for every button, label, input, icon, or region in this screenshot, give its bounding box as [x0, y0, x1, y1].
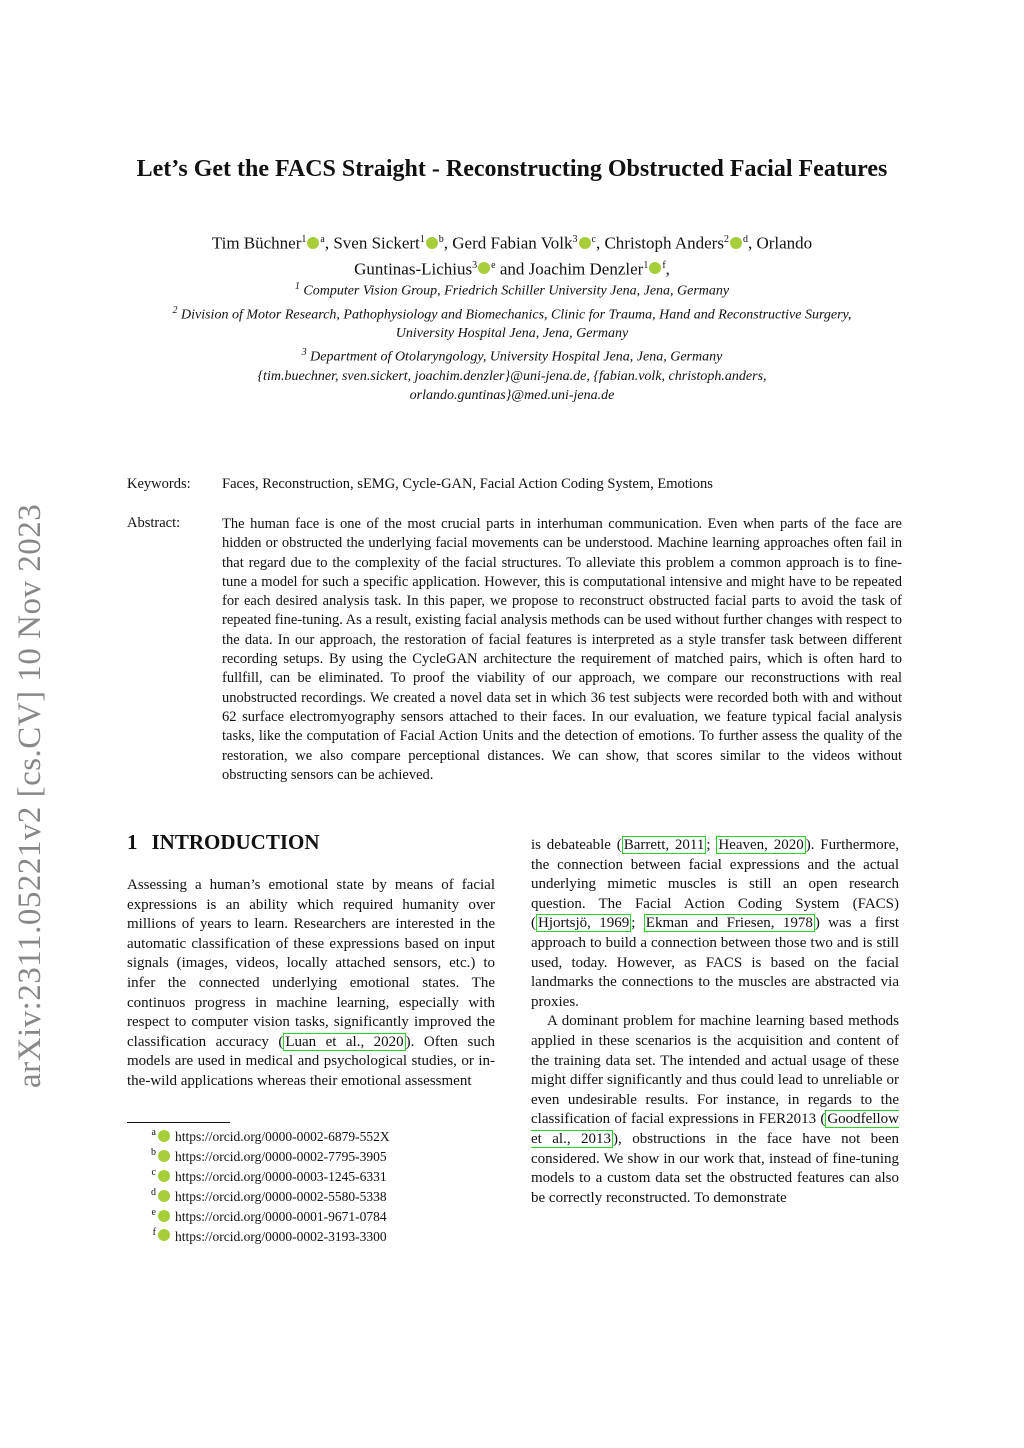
footnote-item: a https://orcid.org/0000-0002-6879-552X: [148, 1127, 390, 1147]
section-heading: 1 INTRODUCTION: [127, 830, 320, 854]
orcid-icon[interactable]: [730, 237, 742, 249]
citation-link[interactable]: Barrett, 2011: [623, 837, 705, 853]
footnote-item: c https://orcid.org/0000-0003-1245-6331: [148, 1167, 390, 1187]
author-name: Sven Sickert: [333, 233, 420, 253]
orcid-icon[interactable]: [478, 262, 490, 274]
affiliation-1: Computer Vision Group, Friedrich Schiller University Jena, Jena, Germany: [303, 283, 730, 299]
orcid-icon: [158, 1170, 170, 1182]
footnote-rule: [127, 1122, 230, 1123]
citation-link[interactable]: Heaven, 2020: [718, 837, 804, 853]
footnotes: [148, 1127, 390, 1246]
email-list: {tim.buechner, sven.sickert, joachim.denzler}@uni-jena.de, {fabian.volk, christoph.anders,: [257, 368, 767, 384]
orcid-icon: [158, 1210, 170, 1222]
email-list-cont: orlando.guntinas}@med.uni-jena.de: [409, 387, 615, 403]
affiliations: $^1$ Computer Vision Group, Friedrich Schiller University Jena, Jena, Germany $^2$ Division of Motor Research, Pathophysiology and Biomechanics, Clinic for Trauma, Hand and Reconstructive Surgery, University Hospital Jena, Jena, Germany $^3$ Department of Otolaryngology, University Hospital Jena, Jena, Germany {tim.buechner, sven.sickert, joachim.denzler}@uni-jena.de, {fabian.volk, christoph.anders, orlando.guntinas}@med.uni-jena.de: [172, 281, 852, 403]
footnote-item: d https://orcid.org/0000-0002-5580-5338: [148, 1187, 390, 1207]
left-column: Assessing a human’s emotional state by means of facial expressions is an ability which required humanity over millions of years to learn. Researchers are interested in the automatic classification of these expressions based on input signals (images, videos, locally attached sensors, etc.) to infer the connected underlying emotional states. The continuos progress in machine learning, especially with respect to computer vision tasks, significantly improved the classification accuracy ( Luan et al., 2020 ). Often such models are used in medical and psychological studies, or in-the-wild applications whereas their emotional assessment: [127, 877, 495, 1089]
author-name: Guntinas-Lichius: [354, 259, 473, 279]
orcid-icon: [158, 1190, 170, 1202]
citation-link[interactable]: Hjortsjö, 1969: [538, 915, 630, 932]
orcid-link[interactable]: https://orcid.org/0000-0003-1245-6331: [175, 1168, 387, 1184]
orcid-icon[interactable]: [307, 237, 319, 249]
author-list: Tim Büchner$^1$ $^a$, Sven Sickert$^1$ $^b$, Gerd Fabian Volk$^3$ $^c$, Christoph Anders$^2$ $^d$, Orlando Guntinas-Lichius$^3$ $^e$ and Joachim Denzler$^1$ $^f$,: [211, 233, 813, 279]
orcid-icon: [158, 1229, 170, 1241]
keywords-text: Faces, Reconstruction, sEMG, Cycle-GAN, Facial Action Coding System, Emotions: [222, 476, 713, 492]
footnote-item: b https://orcid.org/0000-0002-7795-3905: [148, 1147, 390, 1167]
author-name: Christoph Anders: [604, 233, 724, 253]
author-name: Tim Büchner: [211, 233, 302, 253]
arxiv-side-label: arXiv:2311.05221v2 [cs.CV] 10 Nov 2023: [12, 503, 48, 1088]
keywords-label: Keywords:: [127, 476, 191, 492]
author-name: Gerd Fabian Volk: [452, 233, 573, 253]
orcid-link[interactable]: https://orcid.org/0000-0002-5580-5338: [175, 1188, 387, 1204]
author-name: Orlando: [756, 233, 813, 253]
orcid-link[interactable]: https://orcid.org/0000-0002-3193-3300: [175, 1228, 387, 1244]
right-column: is debateable ( Barrett, 2011 ; Heaven, 2020 ). Furthermore, the connection between facial expressions and the actual underlying mimetic muscles is still an open research question. The Facial Action Coding System (FACS) ( Hjortsjö, 1969 ; Ekman and Friesen, 1978 ) was a first approach to build a connection between those two and is still used, today. However, as FACS is based on the facial landmarks the connections to the muscles are abstracted via proxies. A dominant problem for machine learning based methods applied in these scenarios is the acquisition and content of the training data set. The intended and actual usage of these might differ significantly and thus could lead to unreliable or even undesirable results. For instance, in regards to the classification of facial expressions in FER2013 ( Goodfellow et al., 2013 ), obstructions in the face have not been considered. We show in our work that, instead of fine-tuning models to a custom data set the obstructed features can also be correctly reconstructed. To demonstrate: [531, 837, 900, 1206]
orcid-icon[interactable]: [579, 237, 591, 249]
citation-link[interactable]: Ekman and Friesen, 1978: [645, 915, 813, 932]
citation-link[interactable]: Luan et al., 2020: [285, 1033, 404, 1050]
footnote-item: e https://orcid.org/0000-0001-9671-0784: [148, 1207, 390, 1227]
orcid-icon: [158, 1130, 170, 1142]
footnote-item: f https://orcid.org/0000-0002-3193-3300: [148, 1227, 390, 1247]
orcid-icon: [158, 1150, 170, 1162]
paper-title: Let’s Get the FACS Straight - Reconstructing Obstructed Facial Features: [136, 156, 888, 182]
orcid-link[interactable]: https://orcid.org/0000-0002-7795-3905: [175, 1148, 387, 1164]
abstract-text: The human face is one of the most crucial parts in interhuman communication. Even when parts of the face are hidden or obstructed the underlying facial movements can be understood. Machine learning approaches often fail in that regard due to the complexity of the facial structures. To alleviate this problem a common approach is to fine-tune a model for such a specific application. However, this is computational intensive and might have to be repeated for each desired analysis task. In this paper, we propose to reconstruct obstructed facial parts to avoid the task of repeated fine-tuning. As a result, existing facial analysis methods can be used without further changes with respect to the data. In our approach, the restoration of facial features is interpreted as a style transfer task between different recording setups. By using the CycleGAN architecture the requirement of matched pairs, which is often hard to fullfill, can be eliminated. To proof the viability of our approach, we compare our reconstructions with real unobstructed recordings. We created a novel data set in which 36 test subjects were recorded both with and without 62 surface electromyography sensors attached to their faces. In our evaluation, we feature typical facial analysis tasks, like the computation of Facial Action Units and the detection of emotions. To further assess the quality of the restoration, we also compare perceptional distances. We can show, that scores similar to the videos without obstructing sensors can be achieved.: [222, 516, 902, 783]
orcid-link[interactable]: https://orcid.org/0000-0002-6879-552X: [175, 1129, 390, 1144]
affiliation-2-cont: University Hospital Jena, Jena, Germany: [395, 326, 629, 342]
abstract-label: Abstract:: [127, 515, 181, 531]
citation-link[interactable]: Goodfellow et al., 2013: [531, 1111, 899, 1147]
affiliation-2: Division of Motor Research, Pathophysiology and Biomechanics, Clinic for Trauma, Hand and Reconstructive Surgery,: [181, 307, 852, 323]
affiliation-3: Department of Otolaryngology, University Hospital Jena, Jena, Germany: [310, 349, 723, 365]
orcid-link[interactable]: https://orcid.org/0000-0001-9671-0784: [175, 1208, 387, 1224]
orcid-icon[interactable]: [426, 237, 438, 249]
orcid-icon[interactable]: [649, 262, 661, 274]
author-name: Joachim Denzler: [528, 259, 644, 279]
